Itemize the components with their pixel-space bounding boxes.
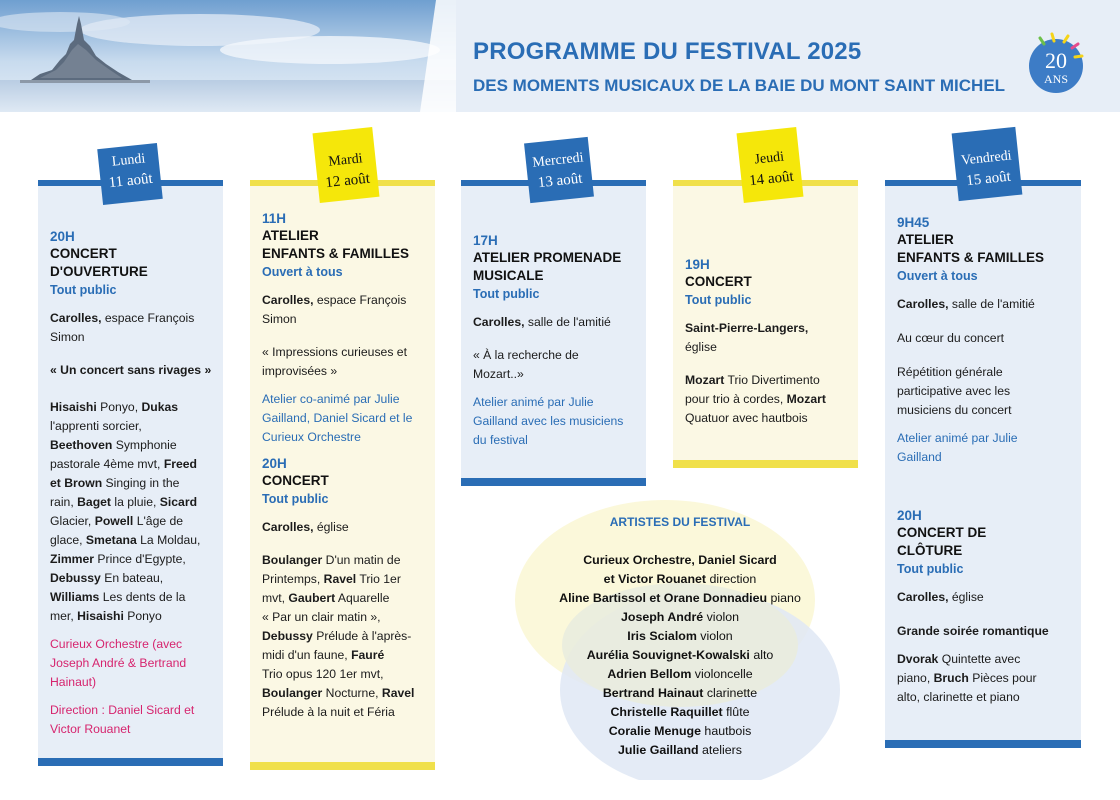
event-time: 9H45 xyxy=(897,215,930,230)
event-quote: « Un concert sans rivages » xyxy=(50,363,212,377)
event-place: Saint-Pierre-Langers, église xyxy=(685,321,809,354)
event-note: Atelier co-animé par Julie Gailland, Daniel Sicard et le Curieux Orchestre xyxy=(262,392,413,444)
header-band xyxy=(0,0,1120,112)
direction-credit: Direction : Daniel Sicard et Victor Rouanet xyxy=(50,703,195,736)
event-audience: Tout public xyxy=(897,562,964,576)
artist-line: Adrien Bellom violoncelle xyxy=(607,667,753,681)
event-time: 20H xyxy=(262,456,287,471)
day-tag-wednesday: Mercredi 13 août xyxy=(524,137,594,203)
orchestra-credit: Curieux Orchestre (avec Joseph André & Bertrand Hainaut) xyxy=(50,637,187,689)
mont-saint-michel-photo xyxy=(0,0,456,112)
event-description: Répétition générale participative avec les musiciens du concert xyxy=(897,365,1012,417)
event-title: CONCERT xyxy=(262,473,329,488)
logo-number: 20 xyxy=(1045,48,1067,73)
event-place: Carolles, salle de l'amitié xyxy=(897,297,1035,311)
column-bottom-bar xyxy=(673,460,858,468)
event-audience: Tout public xyxy=(262,492,329,506)
event-time: 19H xyxy=(685,257,710,272)
page-title: PROGRAMME DU FESTIVAL 2025 xyxy=(473,38,862,65)
artist-line: Iris Scialom violon xyxy=(627,629,733,643)
day-tag-friday: Vendredi 15 août xyxy=(952,127,1023,201)
day-tag-monday: Lundi 11 août xyxy=(97,143,163,205)
day-tag-thursday: Jeudi 14 août xyxy=(737,127,804,203)
event-program: Mozart Trio Divertimento pour trio à cordes, Mozart Quatuor avec hautbois xyxy=(685,373,826,425)
artist-line: et Victor Rouanet direction xyxy=(603,572,757,586)
event-audience: Tout public xyxy=(685,293,752,307)
artist-line: Christelle Raquillet flûte xyxy=(610,705,750,719)
day-tag-tuesday: Mardi 12 août xyxy=(313,127,380,203)
event-title: ATELIER ENFANTS & FAMILLES xyxy=(897,232,1045,265)
column-panel xyxy=(673,186,858,460)
event-program: Boulanger D'un matin de Printemps, Ravel Trio 1er mvt, Gaubert Aquarelle « Par un clair matin », Debussy Prélude à l'après- midi d'un faune, Fauré Trio opus 120 1er mvt, Boulanger Nocturne, Ravel Prélude à la nuit et Féria xyxy=(262,553,415,719)
logo-word: ANS xyxy=(1043,72,1069,86)
event-time: 17H xyxy=(473,233,498,248)
page-subtitle: DES MOMENTS MUSICAUX DE LA BAIE DU MONT SAINT MICHEL xyxy=(473,76,1006,95)
event-title: CONCERT xyxy=(685,274,752,289)
event-place: Carolles, église xyxy=(262,520,349,534)
artists-section xyxy=(515,500,845,780)
artist-line: Joseph André violon xyxy=(621,610,739,624)
event-quote: « Impressions curieuses et improvisées » xyxy=(262,345,407,378)
column-bottom-bar xyxy=(38,758,223,766)
anniversary-logo xyxy=(1024,30,1088,94)
event-note: Atelier animé par Julie Gailland xyxy=(897,431,1018,464)
column-bottom-bar xyxy=(885,740,1081,748)
event-place: Carolles, salle de l'amitié xyxy=(473,315,611,329)
event-title: ATELIER ENFANTS & FAMILLES xyxy=(262,228,410,261)
artist-line: Curieux Orchestre, Daniel Sicard xyxy=(583,553,777,567)
column-panel xyxy=(461,186,646,478)
event-note: Atelier animé par Julie Gailland avec les musiciens du festival xyxy=(473,395,624,447)
column-panel xyxy=(38,186,223,758)
event-time: 20H xyxy=(897,508,922,523)
event-audience: Ouvert à tous xyxy=(897,269,978,283)
event-time: 20H xyxy=(50,229,75,244)
event-tagline: Au cœur du concert xyxy=(897,331,1005,345)
column-panel xyxy=(250,186,435,762)
event-title: CONCERT DE CLÔTURE xyxy=(897,525,987,558)
event-audience: Ouvert à tous xyxy=(262,265,343,279)
event-quote: « À la recherche de Mozart..» xyxy=(473,348,579,381)
artist-line: Bertrand Hainaut clarinette xyxy=(602,686,758,700)
event-place: Carolles, espace François Simon xyxy=(50,311,195,344)
event-audience: Tout public xyxy=(473,287,540,301)
event-program: Hisaishi Ponyo, Dukas l'apprenti sorcier, Beethoven Symphonie pastorale 4ème mvt, Freed et Brown Singing in the rain, Baget la pluie, Sicard Glacier, Powell L'âge de glace, Smetana La Moldau, Zimmer Prince d'Egypte, Debussy En bateau, Williams Les dents de la mer, Hisaishi Ponyo xyxy=(50,400,201,623)
event-title: ATELIER PROMENADE MUSICALE xyxy=(473,250,622,283)
column-panel xyxy=(885,186,1081,742)
artist-line: Aurélia Souvignet-Kowalski alto xyxy=(586,648,774,662)
event-place: Carolles, espace François Simon xyxy=(262,293,407,326)
artist-line: Coralie Menuge hautbois xyxy=(608,724,752,738)
artists-title: ARTISTES DU FESTIVAL xyxy=(609,515,751,529)
event-audience: Tout public xyxy=(50,283,117,297)
column-bottom-bar xyxy=(461,478,646,486)
event-time: 11H xyxy=(262,211,287,226)
event-place: Carolles, église xyxy=(897,590,984,604)
event-quote: Grande soirée romantique xyxy=(897,624,1049,638)
event-program: Dvorak Quintette avec piano, Bruch Pièces pour alto, clarinette et piano xyxy=(897,652,1037,704)
artist-line: Julie Gailland ateliers xyxy=(618,743,742,757)
event-title: CONCERT D'OUVERTURE xyxy=(50,246,148,279)
artist-line: Aline Bartissol et Orane Donnadieu piano xyxy=(559,591,801,605)
column-bottom-bar xyxy=(250,762,435,770)
